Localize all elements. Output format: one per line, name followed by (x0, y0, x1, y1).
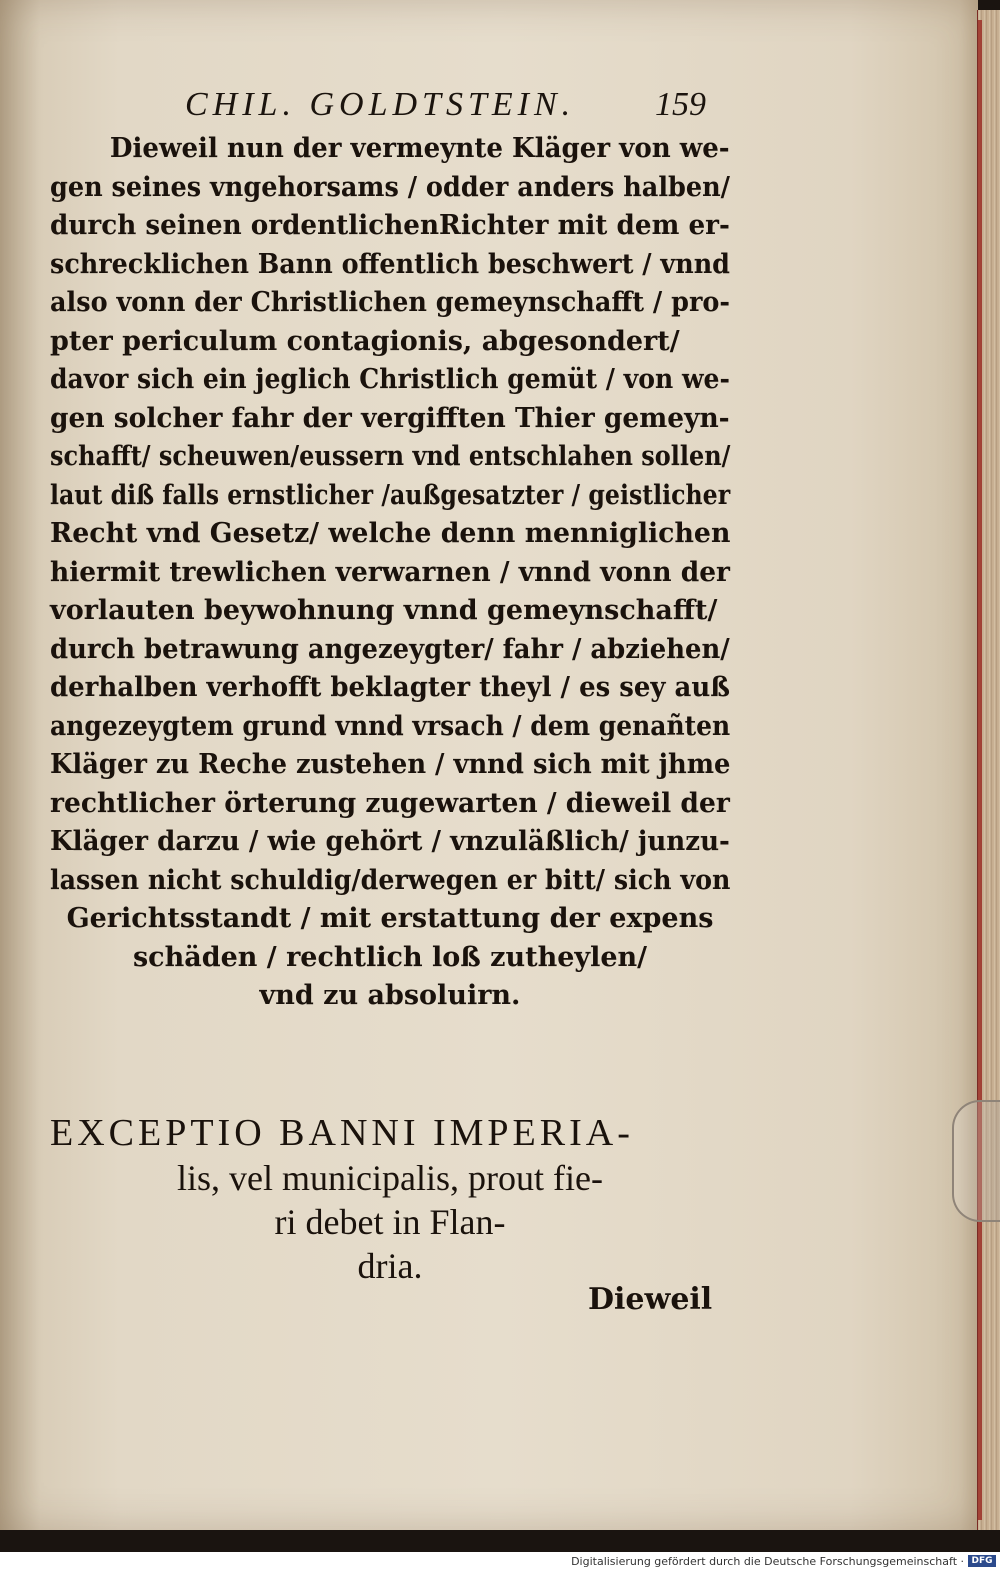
text-line: schafft/ scheuwen/eussern vnd entschlahen sollen/ (50, 441, 731, 472)
text-line: pter periculum contagionis, abgesondert/ (50, 325, 680, 357)
text-line: rechtlicher örterung zugewarten / dieweil der (50, 787, 730, 819)
heading-line: EXCEPTIO BANNI IMPERIA- (50, 1112, 634, 1154)
body-text (50, 130, 730, 1016)
dfg-logo-icon: DFG (968, 1555, 996, 1567)
text-line: angezeygtem grund vnnd vrsach / dem genañten (50, 710, 731, 742)
text-line: hiermit trewlichen verwarnen / vnnd vonn der (50, 556, 730, 588)
text-line: lassen nicht schuldig/derwegen er bitt/ sich von (50, 864, 731, 896)
funding-notice: Digitalisierung gefördert durch die Deutsche Forschungsgemeinschaft · (571, 1555, 964, 1568)
text-line: Dieweil nun der vermeynte Kläger von we- (109, 133, 730, 164)
text-line: Kläger zu Reche zustehen / vnnd sich mit jhme (50, 749, 731, 780)
text-line: Recht vnd Gesetz/ welche denn menniglichen (50, 518, 731, 549)
text-line: Kläger darzu / wie gehört / vnzuläßlich/ junzu- (50, 826, 730, 857)
text-line: durch betrawung angezeygter/ fahr / abziehen/ (50, 633, 730, 665)
footer-strip (0, 1552, 1000, 1570)
red-page-edge (978, 20, 982, 1520)
heading-line: dria. (357, 1246, 423, 1286)
heading-line: ri debet in Flan- (274, 1202, 506, 1242)
text-line: durch seinen ordentlichenRichter mit dem er- (50, 210, 730, 241)
text-line: vorlauten beywohnung vnnd gemeynschafft/ (50, 595, 718, 626)
text-line: vnd zu absoluirn. (259, 980, 521, 1011)
text-line: gen seines vngehorsams / odder anders halben/ (50, 171, 731, 203)
text-line: schäden / rechtlich loß zutheylen/ (132, 941, 648, 973)
heading-line: lis, vel municipalis, prout fie- (177, 1158, 603, 1198)
text-line: derhalben verhofft beklagter theyl / es sey auß (50, 672, 730, 703)
section-heading (50, 1110, 730, 1288)
text-line: laut diß falls ernstlicher /außgesatzter / geistlicher (50, 479, 731, 511)
running-head: CHIL. GOLDTSTEIN. (185, 86, 576, 123)
text-line: davor sich ein jeglich Christlich gemüt / von we- (50, 364, 730, 395)
book-clip (952, 1100, 1000, 1222)
text-line: gen solcher fahr der vergifften Thier gemeyn- (50, 402, 730, 434)
text-line: schrecklichen Bann offentlich beschwert / vnnd (50, 248, 730, 280)
text-line: also vonn der Christlichen gemeynschafft / pro- (50, 287, 730, 318)
text-line: Gerichtsstandt / mit erstattung der expens (66, 903, 714, 934)
catchword: Dieweil (588, 1282, 713, 1317)
page-number: 159 (655, 86, 706, 123)
